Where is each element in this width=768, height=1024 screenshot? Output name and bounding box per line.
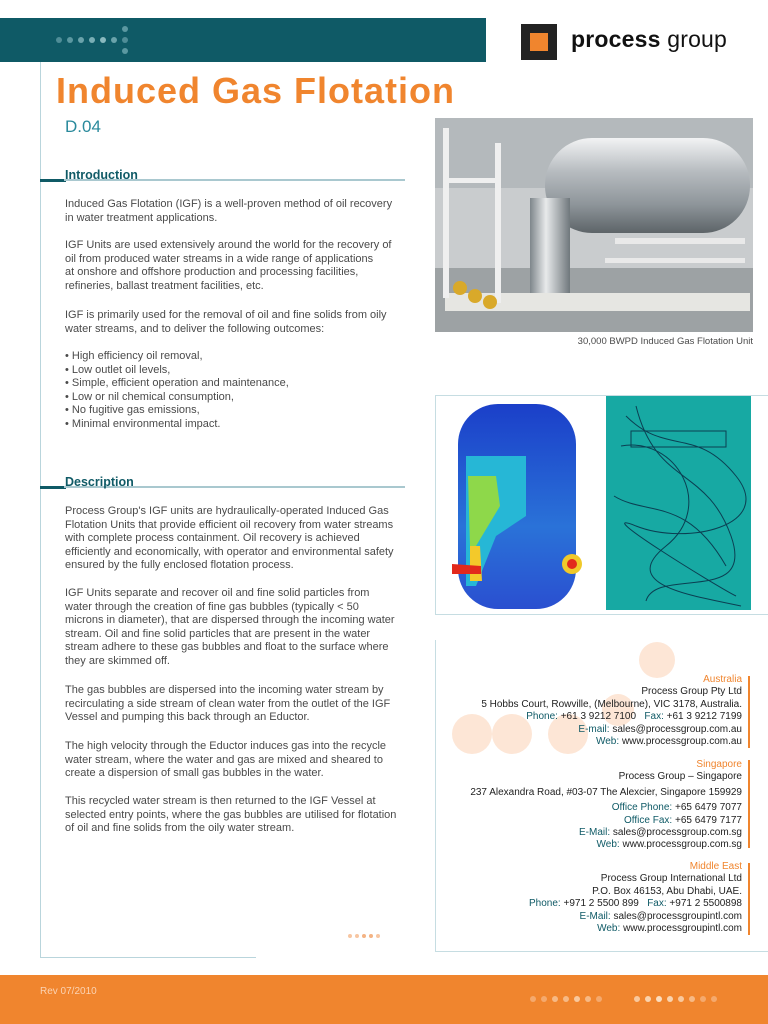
region-label: Australia [703, 674, 742, 685]
text-line: Flotation Units that provide efficient oil recovery from water streams [65, 518, 394, 531]
region-label: Middle East [689, 861, 742, 872]
email-line: E-Mail: sales@processgroupintl.com [579, 910, 742, 922]
fax-number: +971 2 5500898 [669, 898, 742, 910]
list-item: • High efficiency oil removal, [65, 350, 203, 362]
web-line: Web: www.processgroup.com.sg [596, 839, 742, 851]
region-rule [748, 676, 750, 748]
decorative-dot [122, 26, 128, 32]
web-link[interactable]: www.processgroup.com.au [621, 736, 742, 748]
list-item: • Low outlet oil levels, [65, 363, 171, 376]
text-line: create a dispersion of small gas bubbles in the water. [65, 767, 324, 780]
list-item: • No fugitive gas emissions, [65, 404, 200, 417]
frame-line [435, 640, 436, 952]
text-line: oil from produced water streams in a wide range of applications [65, 252, 374, 265]
description-text [65, 505, 394, 573]
document-code: D.04 [65, 117, 101, 136]
introduction-text [65, 198, 392, 225]
description-text [65, 684, 390, 725]
region-label: Singapore [696, 759, 742, 770]
fax-line: Office Fax: +65 6479 7177 [624, 814, 742, 826]
list-item: • Low or nil chemical consumption, [65, 390, 234, 403]
address: 237 Alexandra Road, #03-07 The Alexcier, Singapore 159929 [470, 786, 742, 798]
email-line: E-mail: sales@processgroup.com.au [578, 723, 742, 735]
frame-line [435, 951, 768, 952]
phone-line: Office Phone: +65 6479 7077 [611, 802, 742, 814]
web-link[interactable]: www.processgroupintl.com [623, 923, 742, 935]
text-line: refineries, ballast treatment facilities, etc. [65, 279, 264, 292]
text-line: IGF Units separate and recover oil and fine solid particles from [65, 587, 370, 599]
text-line: they are skimmed off. [65, 654, 170, 667]
fax-number: +65 6479 7177 [674, 814, 742, 826]
introduction-text [65, 309, 387, 336]
text-line: The gas bubbles are dispersed into the incoming water stream by [65, 684, 384, 696]
igf-unit-illustration [435, 118, 753, 332]
text-line: The high velocity through the Eductor induces gas into the recycle [65, 740, 387, 752]
igf-unit-photo [435, 118, 753, 332]
list-item: • Simple, efficient operation and maintenance, [65, 377, 289, 390]
text-line: stream adhere to these gas bubbles and float to the surface where [65, 641, 389, 654]
text-line: Vessel and pumping this back through an Eductor. [65, 711, 310, 724]
introduction-text [65, 239, 392, 293]
email-link[interactable]: sales@processgroup.com.au [612, 723, 742, 735]
text-line: ensured by the fully enclosed flotation process. [65, 559, 294, 572]
section-rule [40, 486, 66, 489]
web-link[interactable]: www.processgroup.com.sg [622, 839, 742, 851]
frame-line [40, 957, 256, 958]
phone-number: +61 3 9212 7100 [560, 711, 637, 723]
text-line: water streams, and to deliver the following outcomes: [65, 322, 325, 335]
phone-number: +65 6479 7077 [674, 802, 742, 814]
web-line: Web: www.processgroupintl.com [597, 923, 742, 935]
introduction-heading: Introduction [65, 168, 138, 182]
text-line: selected entry points, where the gas bubbles are utilised for flotation [65, 808, 397, 821]
cfd-simulation-images [435, 395, 768, 615]
section-rule [40, 179, 66, 182]
text-line: water stream, where the water and gas are mixed and sheared to [65, 753, 383, 766]
text-line: with complete process containment. Oil recovery is achieved [65, 532, 360, 545]
phone-fax-line: Phone: +971 2 5500 899 Fax: +971 2 5500898 [529, 898, 742, 910]
contact-middle-east [529, 861, 742, 935]
text-line: IGF Units are used extensively around the world for the recovery of [65, 239, 392, 251]
text-line: water through the creation of fine gas bubbles (typically < 50 [65, 600, 359, 613]
photo-caption: 30,000 BWPD Induced Gas Flotation Unit [577, 336, 753, 347]
contact-australia [481, 674, 742, 748]
decorative-dots [530, 996, 602, 1002]
footer-band [0, 975, 768, 1024]
text-line: Induced Gas Flotation (IGF) is a well-proven method of oil recovery [65, 198, 393, 210]
decorative-dots [56, 37, 128, 43]
outcomes-list [65, 350, 289, 432]
decorative-dot [122, 48, 128, 54]
frame-line [40, 62, 41, 958]
fax-number: +61 3 9212 7199 [666, 711, 742, 723]
web-line: Web: www.processgroup.com.au [595, 736, 742, 748]
contact-singapore [470, 759, 742, 852]
phone-number: +971 2 5500 899 [563, 898, 639, 910]
phone-fax-line: Phone: +61 3 9212 7100 Fax: +61 3 9212 7199 [526, 711, 742, 723]
text-line: This recycled water stream is then returned to the IGF Vessel at [65, 795, 376, 807]
address: 5 Hobbs Court, Rowville, (Melbourne), VIC 3178, Australia. [481, 698, 742, 710]
decorative-dots [348, 934, 380, 938]
text-line: efficiently and economically, with operator and environmental safety [65, 545, 394, 558]
text-line: IGF is primarily used for the removal of oil and fine solids from oily [65, 309, 387, 321]
email-line: E-Mail: sales@processgroup.com.sg [578, 827, 742, 839]
description-text [65, 795, 396, 836]
company-name: Process Group Pty Ltd [641, 686, 742, 698]
text-line: stream. Oil and fine solid particles that are present in the water [65, 627, 371, 640]
decorative-dots [634, 996, 717, 1002]
logo-icon-inner [530, 33, 548, 51]
description-heading: Description [65, 475, 134, 489]
text-line: in water treatment applications. [65, 211, 218, 224]
cfd-illustration [436, 396, 768, 614]
text-line: Process Group's IGF units are hydraulically-operated Induced Gas [65, 505, 389, 517]
company-name: Process Group – Singapore [618, 771, 742, 783]
company-name: Process Group International Ltd [600, 873, 742, 885]
text-line: microns in diameter), that are dispersed through the incoming water [65, 614, 395, 627]
header-band [0, 18, 486, 62]
email-link[interactable]: sales@processgroupintl.com [613, 910, 742, 922]
text-line: of oil and fine solids from the oily water stream. [65, 822, 295, 835]
description-text [65, 587, 395, 669]
text-line: recirculating a side stream of clean water from the outlet of the IGF [65, 697, 391, 710]
page-title: Induced Gas Flotation [56, 70, 456, 111]
logo-text: process group [571, 26, 728, 52]
text-line: at onshore and offshore production and processing facilities, [65, 266, 359, 279]
list-item: • Minimal environmental impact. [65, 417, 221, 430]
region-rule [748, 760, 750, 848]
revision-label: Rev 07/2010 [40, 986, 97, 997]
email-link[interactable]: sales@processgroup.com.sg [612, 827, 742, 839]
description-text [65, 740, 386, 781]
address: P.O. Box 46153, Abu Dhabi, UAE. [592, 885, 742, 897]
region-rule [748, 863, 750, 935]
